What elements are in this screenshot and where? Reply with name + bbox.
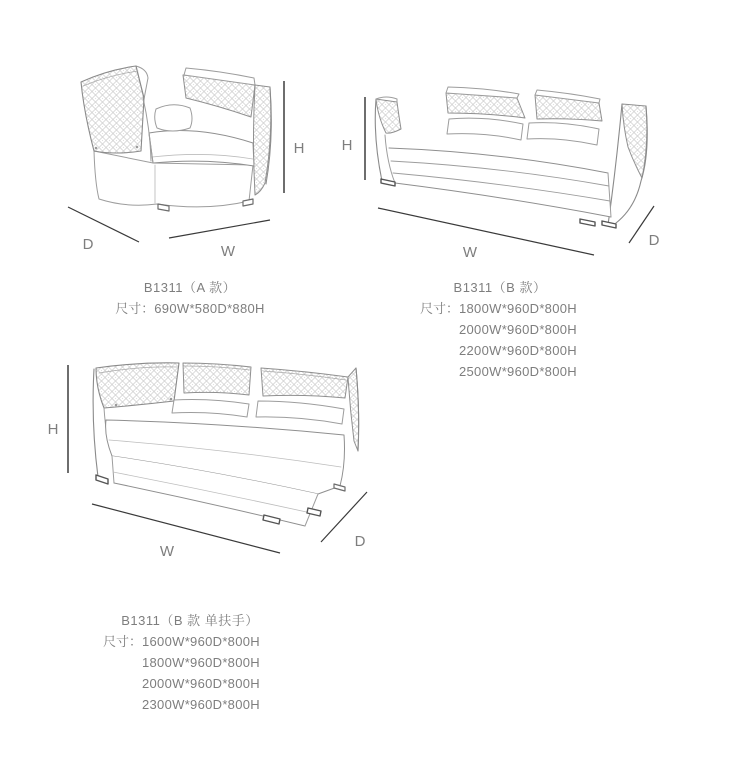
height-dim-label: H bbox=[341, 137, 353, 154]
size-row bbox=[60, 298, 320, 319]
sofa-b-caption bbox=[415, 277, 585, 382]
depth-dim-label: D bbox=[354, 533, 366, 550]
product-title: B1311（A 款） bbox=[143, 280, 237, 295]
size-label: 尺寸： bbox=[419, 301, 459, 316]
size-row bbox=[98, 694, 282, 715]
sofa-single-armrest-line-drawing bbox=[28, 353, 392, 567]
size-row bbox=[98, 652, 282, 673]
size-value: 2000W*960D*800H bbox=[459, 322, 577, 337]
sofa-b-figure bbox=[340, 73, 682, 267]
width-dimension-line bbox=[378, 208, 594, 255]
size-value: 690W*580D*880H bbox=[154, 301, 265, 316]
size-label: 尺寸： bbox=[102, 634, 142, 649]
depth-dim-label: D bbox=[648, 232, 660, 249]
product-title: B1311（B 款） bbox=[453, 280, 547, 295]
sofa-b-line-drawing bbox=[340, 73, 682, 267]
product-title: B1311（B 款 单扶手） bbox=[121, 613, 259, 628]
size-label: 尺寸： bbox=[115, 301, 155, 316]
size-row bbox=[98, 673, 282, 694]
sofa-b-body bbox=[375, 87, 647, 228]
sofa-single-armrest-figure bbox=[28, 353, 392, 567]
width-dimension-line bbox=[169, 220, 270, 238]
armchair-figure bbox=[57, 53, 319, 265]
height-dim-label: H bbox=[47, 421, 59, 438]
width-dim-label: W bbox=[220, 243, 236, 260]
depth-dim-label: D bbox=[82, 236, 94, 253]
size-row bbox=[415, 361, 585, 382]
width-dim-label: W bbox=[462, 244, 478, 261]
armchair-caption bbox=[60, 277, 320, 319]
size-value: 2000W*960D*800H bbox=[142, 676, 260, 691]
size-row bbox=[415, 319, 585, 340]
size-value: 2500W*960D*800H bbox=[459, 364, 577, 379]
size-value: 2300W*960D*800H bbox=[142, 697, 260, 712]
size-row bbox=[415, 340, 585, 361]
size-value: 1800W*960D*800H bbox=[142, 655, 260, 670]
depth-dimension-line bbox=[68, 207, 139, 242]
size-value: 1600W*960D*800H bbox=[142, 634, 260, 649]
size-value: 1800W*960D*800H bbox=[459, 301, 577, 316]
sofa-single-armrest-caption bbox=[98, 610, 282, 715]
sofa-single-armrest-body bbox=[93, 363, 359, 526]
size-row bbox=[415, 298, 585, 319]
size-value: 2200W*960D*800H bbox=[459, 343, 577, 358]
armchair-body bbox=[81, 66, 271, 211]
size-row bbox=[98, 631, 282, 652]
width-dim-label: W bbox=[159, 543, 175, 560]
armchair-line-drawing bbox=[57, 53, 319, 265]
height-dim-label: H bbox=[293, 140, 305, 157]
